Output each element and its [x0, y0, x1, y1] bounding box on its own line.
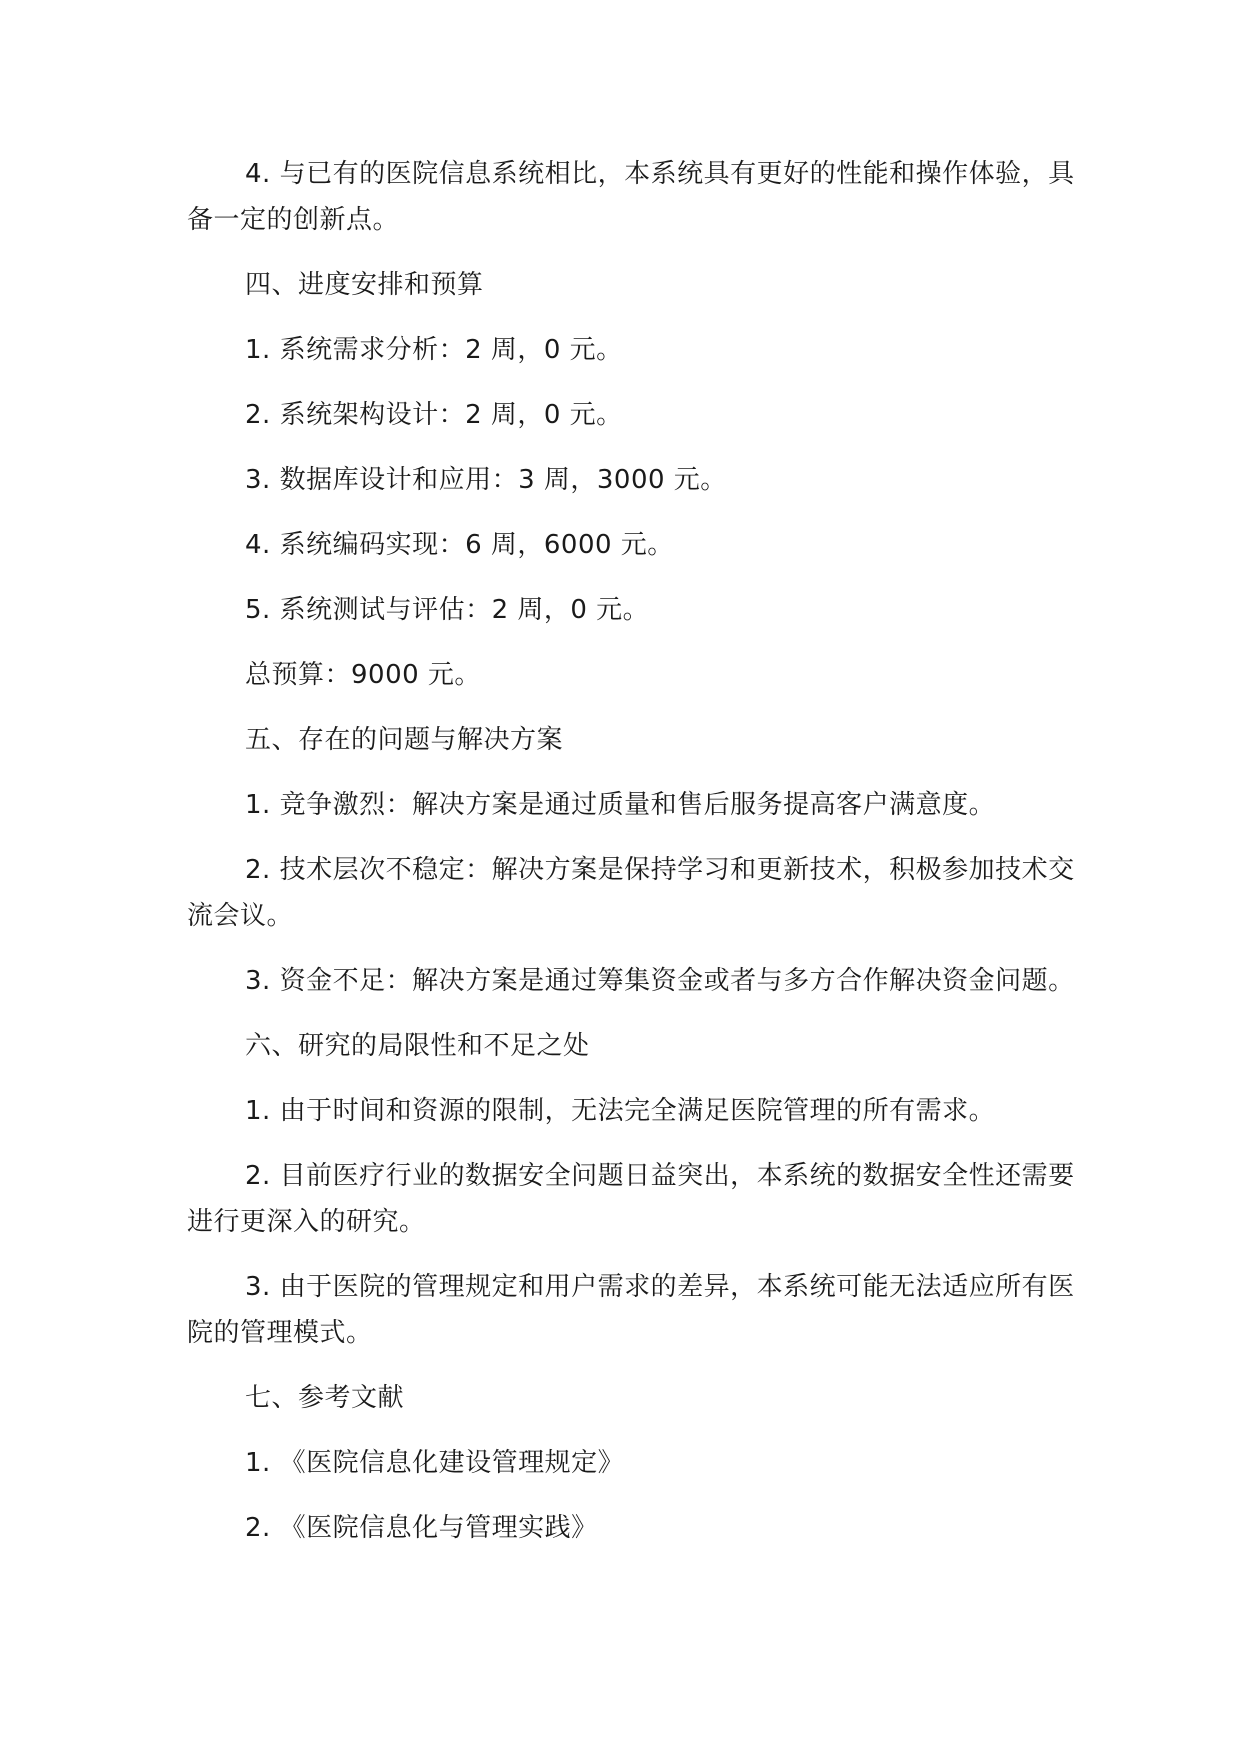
section-heading-limitations: 六、研究的局限性和不足之处: [245, 1031, 590, 1061]
schedule-item-testing: 5. 系统测试与评估：2 周，0 元。: [245, 595, 650, 625]
section-heading-references: 七、参考文献: [245, 1383, 405, 1413]
limitation-item-data-security: 2. 目前医疗行业的数据安全问题日益突出，本系统的数据安全性还需要进行更深入的研究。: [187, 1161, 1075, 1237]
schedule-item-database: 3. 数据库设计和应用：3 周，3000 元。: [245, 465, 727, 495]
total-budget: 总预算：9000 元。: [245, 660, 481, 690]
reference-item: 2. 《医院信息化与管理实践》: [245, 1513, 598, 1543]
limitation-item-management-mode: 3. 由于医院的管理规定和用户需求的差异，本系统可能无法适应所有医院的管理模式。: [187, 1272, 1075, 1348]
problem-item-competition: 1. 竞争激烈：解决方案是通过质量和售后服务提高客户满意度。: [245, 790, 996, 820]
problem-item-technology: 2. 技术层次不稳定：解决方案是保持学习和更新技术，积极参加技术交流会议。: [187, 855, 1075, 931]
section-heading-schedule-budget: 四、进度安排和预算: [245, 270, 484, 300]
limitation-item-resources: 1. 由于时间和资源的限制，无法完全满足医院管理的所有需求。: [245, 1096, 996, 1126]
section-heading-problems: 五、存在的问题与解决方案: [245, 725, 564, 755]
schedule-item-coding: 4. 系统编码实现：6 周，6000 元。: [245, 530, 674, 560]
problem-item-funding: 3. 资金不足：解决方案是通过筹集资金或者与多方合作解决资金问题。: [245, 966, 1075, 996]
paragraph-innovation-point: 4. 与已有的医院信息系统相比，本系统具有更好的性能和操作体验，具备一定的创新点。: [187, 159, 1075, 235]
schedule-item-requirements: 1. 系统需求分析：2 周，0 元。: [245, 335, 623, 365]
schedule-item-architecture: 2. 系统架构设计：2 周，0 元。: [245, 400, 623, 430]
document-body: [187, 151, 1087, 1570]
reference-item: 1. 《医院信息化建设管理规定》: [245, 1448, 625, 1478]
